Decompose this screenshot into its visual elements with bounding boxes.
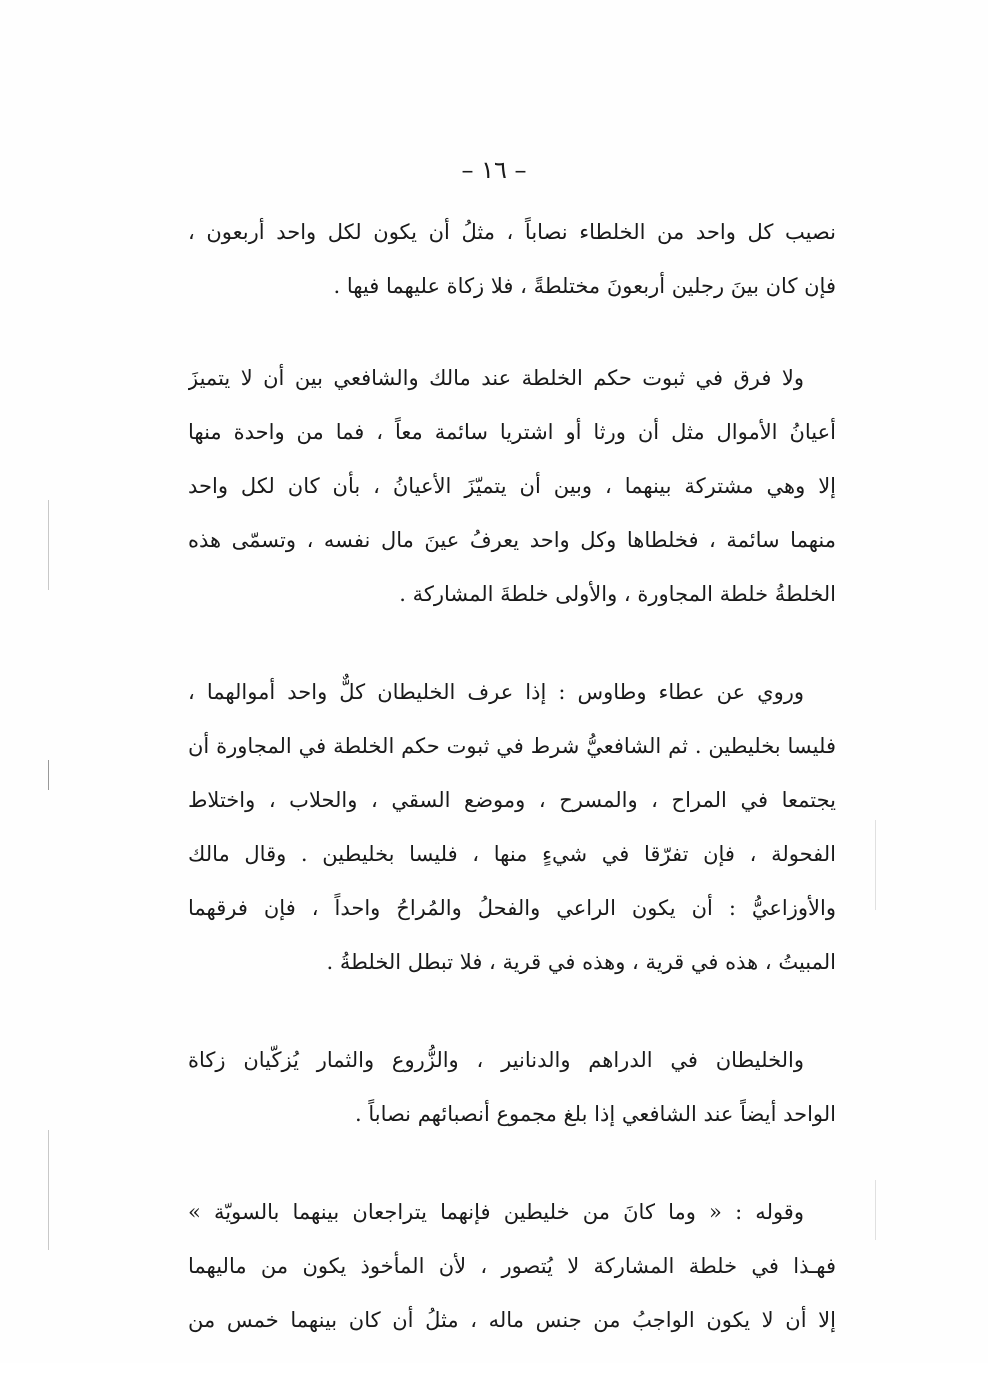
- text-line: إلا وهي مشتركة بينهما ، وبين أن يتميّزَ الأعيانُ ، بأن كان لكل واحد: [188, 474, 836, 498]
- text-line: والخليطان في الدراهم والدنانير ، والزُّروع والثمار يُزكّيان زكاة: [188, 1048, 804, 1072]
- paragraph-3: [188, 665, 836, 989]
- text-line: وقوله : « وما كانَ من خليطين فإنهما يتراجعان بينهما بالسويّة »: [188, 1200, 804, 1224]
- text-line: فإن كان بينَ رجلين أربعونَ مختلطةً ، فلا زكاة عليهما فيها .: [333, 274, 836, 298]
- scan-artifact: [48, 1130, 49, 1250]
- page-body: [188, 205, 836, 1391]
- paragraph-2: [188, 351, 836, 621]
- text-line: الواحد أيضاً عند الشافعي إذا بلغ مجموع أنصبائهم نصاباً .: [354, 1102, 836, 1126]
- text-line: وروي عن عطاء وطاوس : إذا عرف الخليطان كلٌّ واحد أموالهما ،: [188, 680, 804, 704]
- text-line: أعيانُ الأموال مثل أن ورثا أو اشتريا سائمة معاً ، فما من واحدة منها: [188, 420, 836, 444]
- scan-artifact: [48, 760, 49, 790]
- text-line: منهما سائمة ، فخلطاها وكل واحد يعرفُ عينَ مال نفسه ، وتسمّى هذه: [188, 528, 836, 552]
- text-line: يجتمعا في المراح ، والمسرح ، وموضع السقي ، والحلاب ، واختلاط: [188, 788, 836, 812]
- text-line: الخلطةُ خلطة المجاورة ، والأولى خلطةَ المشاركة .: [399, 582, 836, 606]
- text-line: المبيتُ ، هذه في قرية ، وهذه في قرية ، فلا تبطل الخلطةُ .: [326, 950, 836, 974]
- scan-artifact: [48, 500, 49, 590]
- paragraph-4: [188, 1033, 836, 1141]
- paragraph-1: [188, 205, 836, 313]
- text-line: فليسا بخليطين . ثم الشافعيُّ شرط في ثبوت حكم الخلطة في المجاورة أن: [188, 734, 836, 758]
- scan-artifact: [875, 1180, 876, 1240]
- paragraph-5: [188, 1185, 836, 1347]
- text-line: فهـذا في خلطة المشاركة لا يُتصور ، لأن المأخوذ يكون من ماليهما: [188, 1254, 836, 1278]
- text-line: الفحولة ، فإن تفرّقا في شيءٍ منها ، فليسا بخليطين . وقال مالك: [188, 842, 836, 866]
- text-line: ولا فرق في ثبوت حكم الخلطة عند مالك والشافعي بين أن لا يتميزَ: [188, 366, 804, 390]
- text-line: نصيب كل واحد من الخلطاء نصاباً ، مثلُ أن يكون لكل واحد أربعون ،: [188, 220, 836, 244]
- text-line: والأوزاعيُّ : أن يكون الراعي والفحلُ والمُراحُ واحداً ، فإن فرقهما: [188, 896, 836, 920]
- text-line: إلا أن لا يكون الواجبُ من جنس ماله ، مثلُ أن كان بينهما خمس من: [188, 1308, 836, 1332]
- page-number: – ١٦ –: [461, 156, 527, 184]
- scan-artifact: [875, 820, 876, 910]
